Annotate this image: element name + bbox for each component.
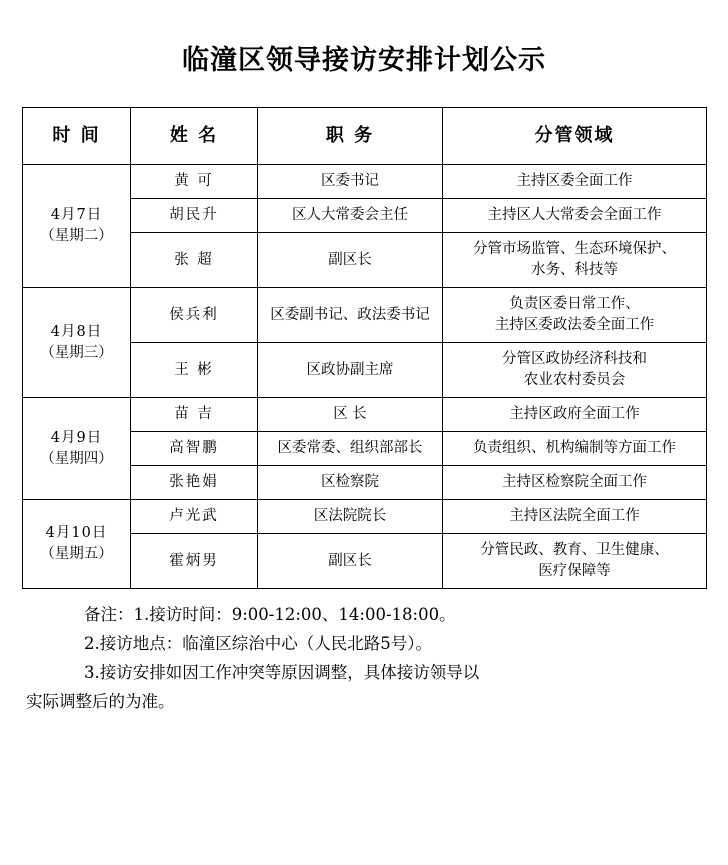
table-body [23, 165, 707, 589]
table-row [23, 398, 707, 432]
area-line: 负责区委日常工作、 [509, 296, 640, 313]
duty-cell: 区人大常委会主任 [258, 199, 443, 233]
date-cell [23, 500, 131, 589]
area-line: 主持区检察院全面工作 [502, 474, 647, 491]
duty-cell: 区委书记 [258, 165, 443, 199]
date-line-2: （星期三） [40, 344, 113, 361]
duty-cell: 区委副书记、政法委书记 [258, 288, 443, 343]
area-cell [443, 432, 707, 466]
name-cell: 胡民升 [131, 199, 258, 233]
notes-section [22, 601, 706, 717]
date-cell [23, 288, 131, 398]
table-row [23, 288, 707, 343]
area-cell [443, 233, 707, 288]
area-line: 主持区人大常委会全面工作 [487, 207, 662, 224]
duty-cell: 区检察院 [258, 466, 443, 500]
table-row [23, 500, 707, 534]
date-line-1: 4月9日 [50, 429, 103, 446]
column-header-name: 姓 名 [131, 108, 258, 165]
note-line-2: 2.接访地点：临潼区综治中心（人民北路5号）。 [84, 634, 432, 654]
table-header [23, 108, 707, 165]
area-line: 负责组织、机构编制等方面工作 [473, 440, 676, 457]
area-line: 农业农村委员会 [523, 372, 626, 389]
note-line-3: 3.接访安排如因工作冲突等原因调整，具体接访领导以 [84, 662, 480, 682]
area-cell [443, 199, 707, 233]
area-cell [443, 165, 707, 199]
column-header-duty: 职 务 [258, 108, 443, 165]
duty-cell: 区政协副主席 [258, 343, 443, 398]
column-header-area: 分管领域 [443, 108, 707, 165]
area-line: 主持区政府全面工作 [509, 406, 640, 423]
duty-cell: 区委常委、组织部部长 [258, 432, 443, 466]
area-line: 主持区委全面工作 [516, 173, 633, 189]
date-cell [23, 165, 131, 288]
date-line-1: 4月10日 [45, 525, 108, 542]
name-cell: 高智鹏 [131, 432, 258, 466]
area-line: 水务、科技等 [531, 262, 618, 279]
schedule-table [22, 107, 707, 589]
duty-cell: 副区长 [258, 534, 443, 589]
duty-cell: 副区长 [258, 233, 443, 288]
area-line: 分管市场监管、生态环境保护、 [473, 241, 676, 258]
name-cell: 黄 可 [131, 165, 258, 199]
area-line: 主持区委政法委全面工作 [494, 317, 655, 334]
duty-cell: 区法院院长 [258, 500, 443, 534]
name-cell: 霍炳男 [131, 534, 258, 589]
area-cell [443, 534, 707, 589]
column-header-time: 时 间 [23, 108, 131, 165]
area-cell [443, 343, 707, 398]
date-line-2: （星期四） [40, 450, 113, 467]
name-cell: 张 超 [131, 233, 258, 288]
name-cell: 侯兵利 [131, 288, 258, 343]
date-line-2: （星期五） [40, 546, 113, 563]
area-cell [443, 288, 707, 343]
area-cell [443, 398, 707, 432]
note-line-1: 备注：1.接访时间：9:00-12:00、14:00-18:00。 [84, 605, 456, 625]
area-line: 主持区法院全面工作 [509, 508, 640, 525]
name-cell: 张艳娟 [131, 466, 258, 500]
date-line-2: （星期二） [40, 228, 113, 245]
date-line-1: 4月7日 [50, 207, 103, 224]
document-page [0, 38, 728, 865]
name-cell: 苗 吉 [131, 398, 258, 432]
name-cell: 王 彬 [131, 343, 258, 398]
page-title: 临潼区领导接访安排计划公示 [182, 45, 546, 76]
table-row [23, 165, 707, 199]
area-cell [443, 466, 707, 500]
name-cell: 卢光武 [131, 500, 258, 534]
table-header-row [23, 108, 707, 165]
area-cell [443, 500, 707, 534]
date-cell [23, 398, 131, 500]
note-line-4: 实际调整后的为准。 [26, 691, 175, 711]
area-line: 分管区政协经济科技和 [502, 351, 647, 368]
duty-cell: 区 长 [258, 398, 443, 432]
area-line: 医疗保障等 [538, 563, 611, 580]
date-line-1: 4月8日 [50, 323, 103, 340]
area-line: 分管民政、教育、卫生健康、 [480, 542, 669, 559]
